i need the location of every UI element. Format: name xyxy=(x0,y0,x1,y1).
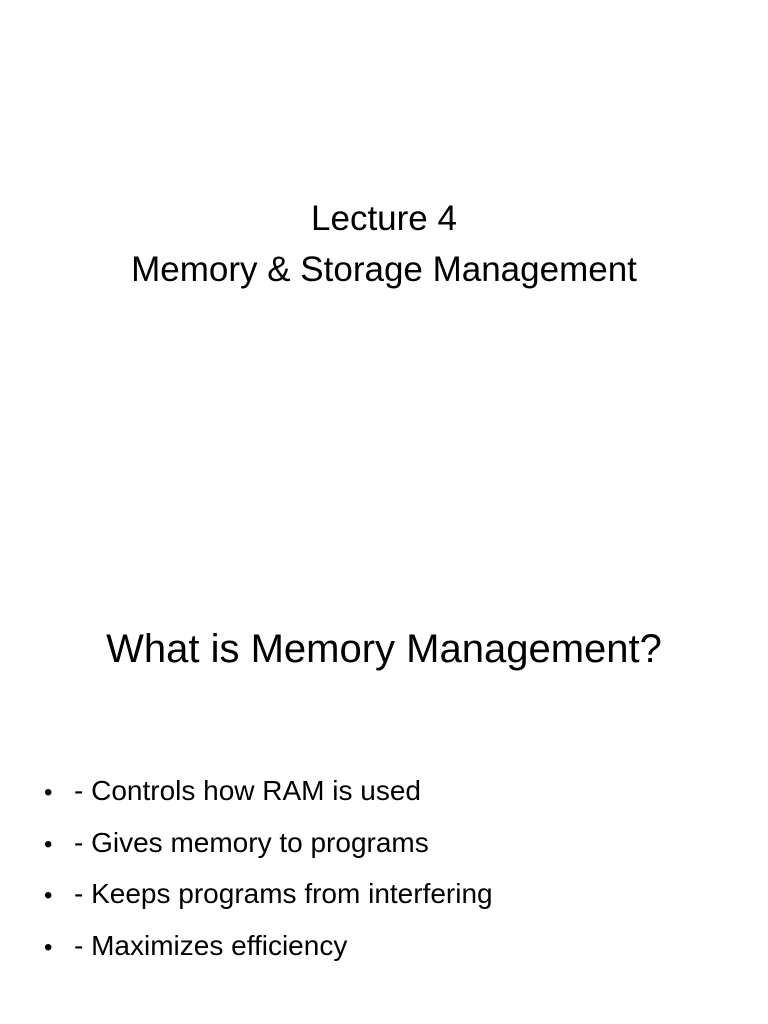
list-item xyxy=(44,818,493,870)
bullet-list xyxy=(44,766,493,972)
bullet-icon: • xyxy=(44,933,53,961)
bullet-icon: • xyxy=(44,830,53,858)
bullet-text: - Gives memory to programs xyxy=(74,826,429,858)
content-slide xyxy=(0,512,768,1024)
bullet-text: - Controls how RAM is used xyxy=(74,775,422,806)
slide-title xyxy=(0,193,768,295)
slide-subtitle-line: Memory & Storage Management xyxy=(131,250,637,289)
bullet-text: - Keeps programs from interfering xyxy=(74,878,493,909)
bullet-icon: • xyxy=(44,882,53,909)
content-slide-title: What is Memory Management? xyxy=(106,627,662,671)
bullet-icon: • xyxy=(44,779,53,806)
bullet-text: - Maximizes efficiency xyxy=(74,929,348,961)
list-item xyxy=(44,869,493,921)
slide-title-line: Lecture 4 xyxy=(311,199,457,238)
list-item xyxy=(44,766,493,818)
list-item xyxy=(44,921,493,973)
